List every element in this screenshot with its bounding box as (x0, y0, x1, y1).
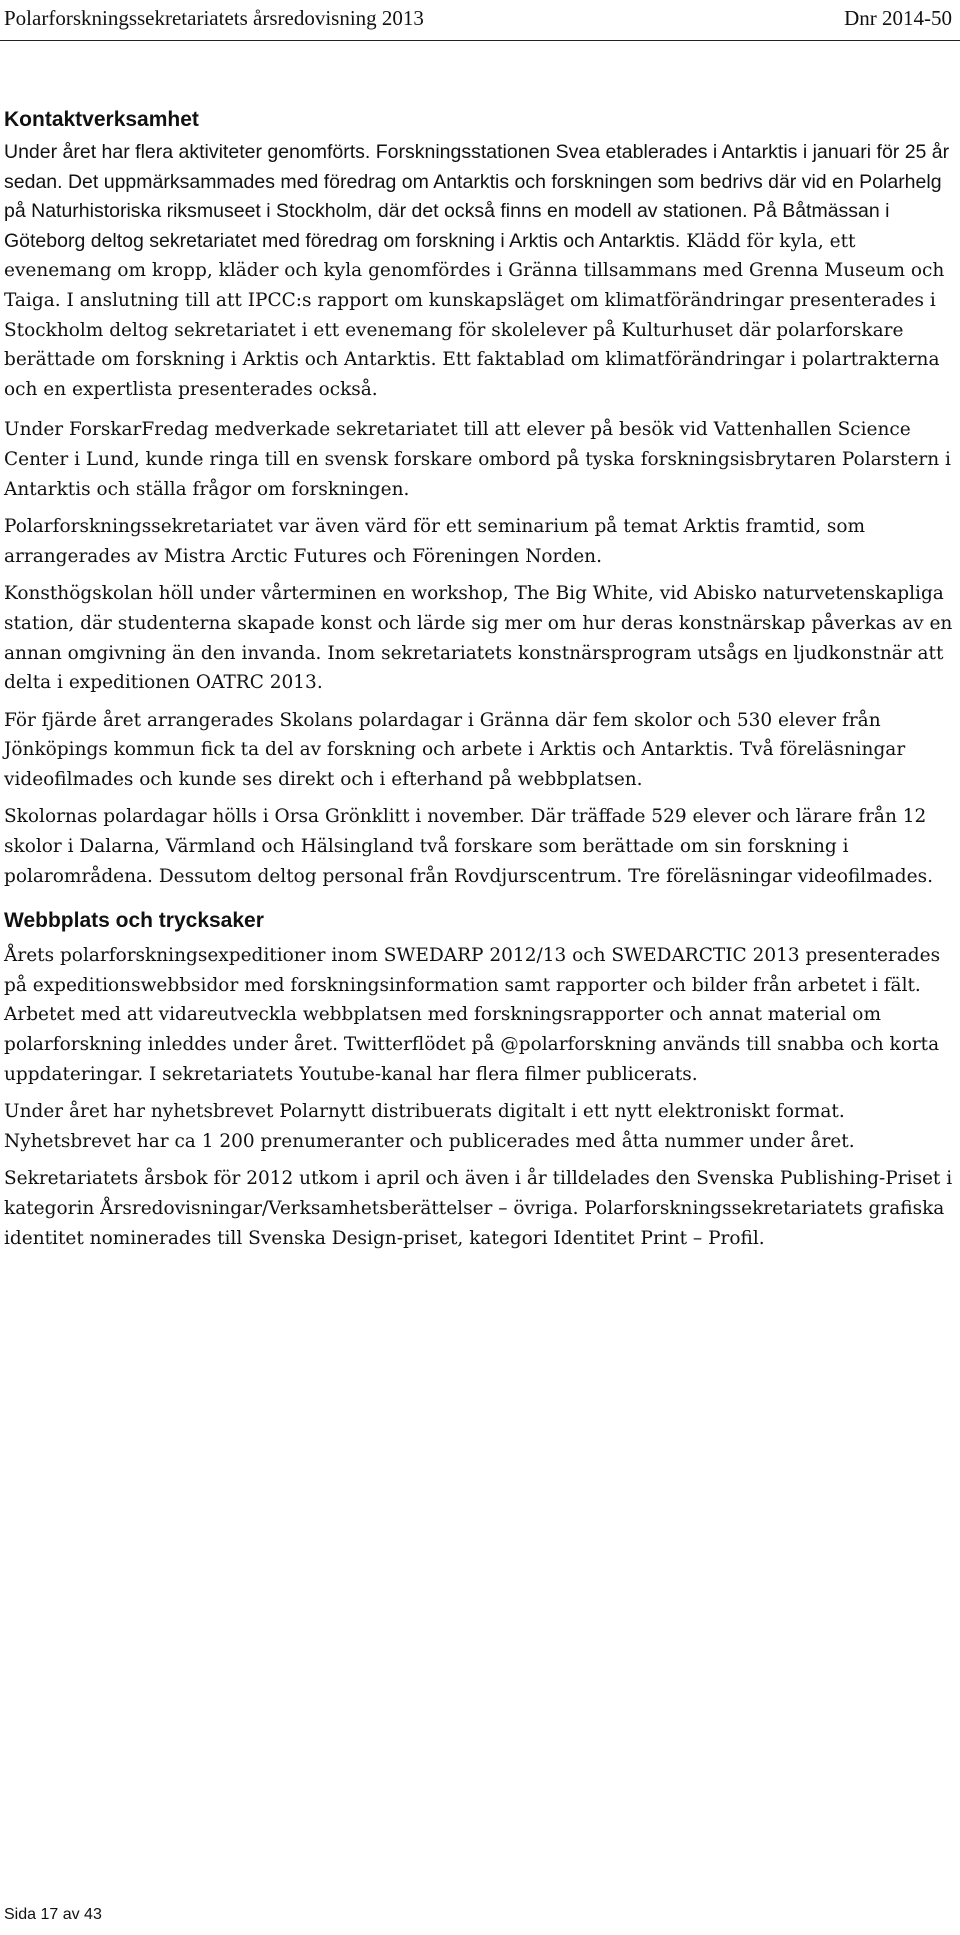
paragraph-seminar: Polarforskningssekretariatet var även värd för ett seminarium på temat Arktis framtid, som arrangerades av Mistra Arctic Futures och Föreningen Norden. (4, 516, 866, 567)
paragraph-activities-sans-part: Under året har flera aktiviteter genomförts. Forskningsstationen Svea etablerades i Antarktis i januari för 25 år sedan. Det uppmärksammades med föredrag om Antarktis och forskningen som bedrivs där vid en Polarhelg på Naturhistoriska riksmuseet i Stockholm, där det också finns en modell av stationen. På Båtmässan i Göteborg deltog sekretariatet med föredrag om forskning i Arktis och Antarktis. (4, 141, 950, 252)
paragraph-skolans-polardagar: För fjärde året arrangerades Skolans polardagar i Gränna där fem skolor och 530 elever från Jönköpings kommun fick ta del av forskning och arbete i Arktis och Antarktis. Två föreläsningar videofilmades och kunde ses direkt och i efterhand på webbplatsen. (4, 709, 906, 790)
page-header (0, 0, 960, 44)
paragraph-expeditions-web: Årets polarforskningsexpeditioner inom SWEDARP 2012/13 och SWEDARCTIC 2013 presenterades på expeditionswebbsidor med forskningsinformation samt rapporter och bilder från arbetet i fält. Arbetet med att vidareutveckla webbplatsen med forskningsrapporter och annat material om polarforskning inleddes under året. Twitterflödet på @polarforskning används till snabba och korta uppdateringar. I sekretariatets Youtube-kanal har flera filmer publicerats. (4, 945, 941, 1085)
paragraph-orsa-gronklitt: Skolornas polardagar hölls i Orsa Grönklitt i november. Där träffade 529 elever och lärare från 12 skolor i Dalarna, Värmland och Hälsingland två forskare som berättade om sin forskning i polarområdena. Dessutom deltog personal från Rovdjurscentrum. Tre föreläsningar videofilmades. (4, 806, 933, 887)
paragraph-activities (4, 138, 954, 404)
section-heading-webbplats: Webbplats och trycksaker (4, 909, 264, 933)
paragraph-yearbook: Sekretariatets årsbok för 2012 utkom i april och även i år tilldelades den Svenska Publishing-Priset i kategorin Årsredovisningar/Verksamhetsberättelser – övriga. Polarforskningssekretariatets grafiska identitet nominerades till Svenska Design-priset, kategori Identitet Print – Profil. (4, 1168, 953, 1249)
paragraph-konsthogskolan: Konsthögskolan höll under vårterminen en workshop, The Big White, vid Abisko naturvetenskapliga station, där studenterna skapade konst och lärde sig mer om hur deras konstnärskap påverkas av en annan omgivning än den invanda. Inom sekretariatets konstnärsprogram utsågs en ljudkonstnär att delta i expeditionen OATRC 2013. (4, 583, 953, 694)
document-body (4, 108, 954, 1261)
section-heading-kontaktverksamhet: Kontaktverksamhet (4, 108, 199, 131)
paragraph-activities-serif-part: Klädd för kyla, ett evenemang om kropp, kläder och kyla genomfördes i Gränna tillsammans med Grenna Museum och Taiga. I anslutning till att IPCC:s rapport om kunskapsläget om klimatförändringar presenterades i Stockholm deltog sekretariatet i ett evenemang för skolelever på Kulturhuset där polarforskare berättade om forskning i Arktis och Antarktis. Ett faktablad om klimatförändringar i polartrakterna och en expertlista presenterades också. (4, 230, 945, 400)
page-number: Sida 17 av 43 (4, 1906, 102, 1923)
header-divider (0, 40, 960, 41)
document-title: Polarforskningssekretariatets årsredovisning 2013 (4, 6, 424, 30)
document-number: Dnr 2014-50 (844, 6, 952, 30)
paragraph-newsletter: Under året har nyhetsbrevet Polarnytt distribuerats digitalt i ett nytt elektroniskt format. Nyhetsbrevet har ca 1 200 prenumeranter och publicerades med åtta nummer under året. (4, 1101, 855, 1152)
paragraph-forskarfredag: Under ForskarFredag medverkade sekretariatet till att elever på besök vid Vattenhallen Science Center i Lund, kunde ringa till en svensk forskare ombord på tyska forskningsisbrytaren Polarstern i Antarktis och ställa frågor om forskningen. (4, 419, 951, 500)
